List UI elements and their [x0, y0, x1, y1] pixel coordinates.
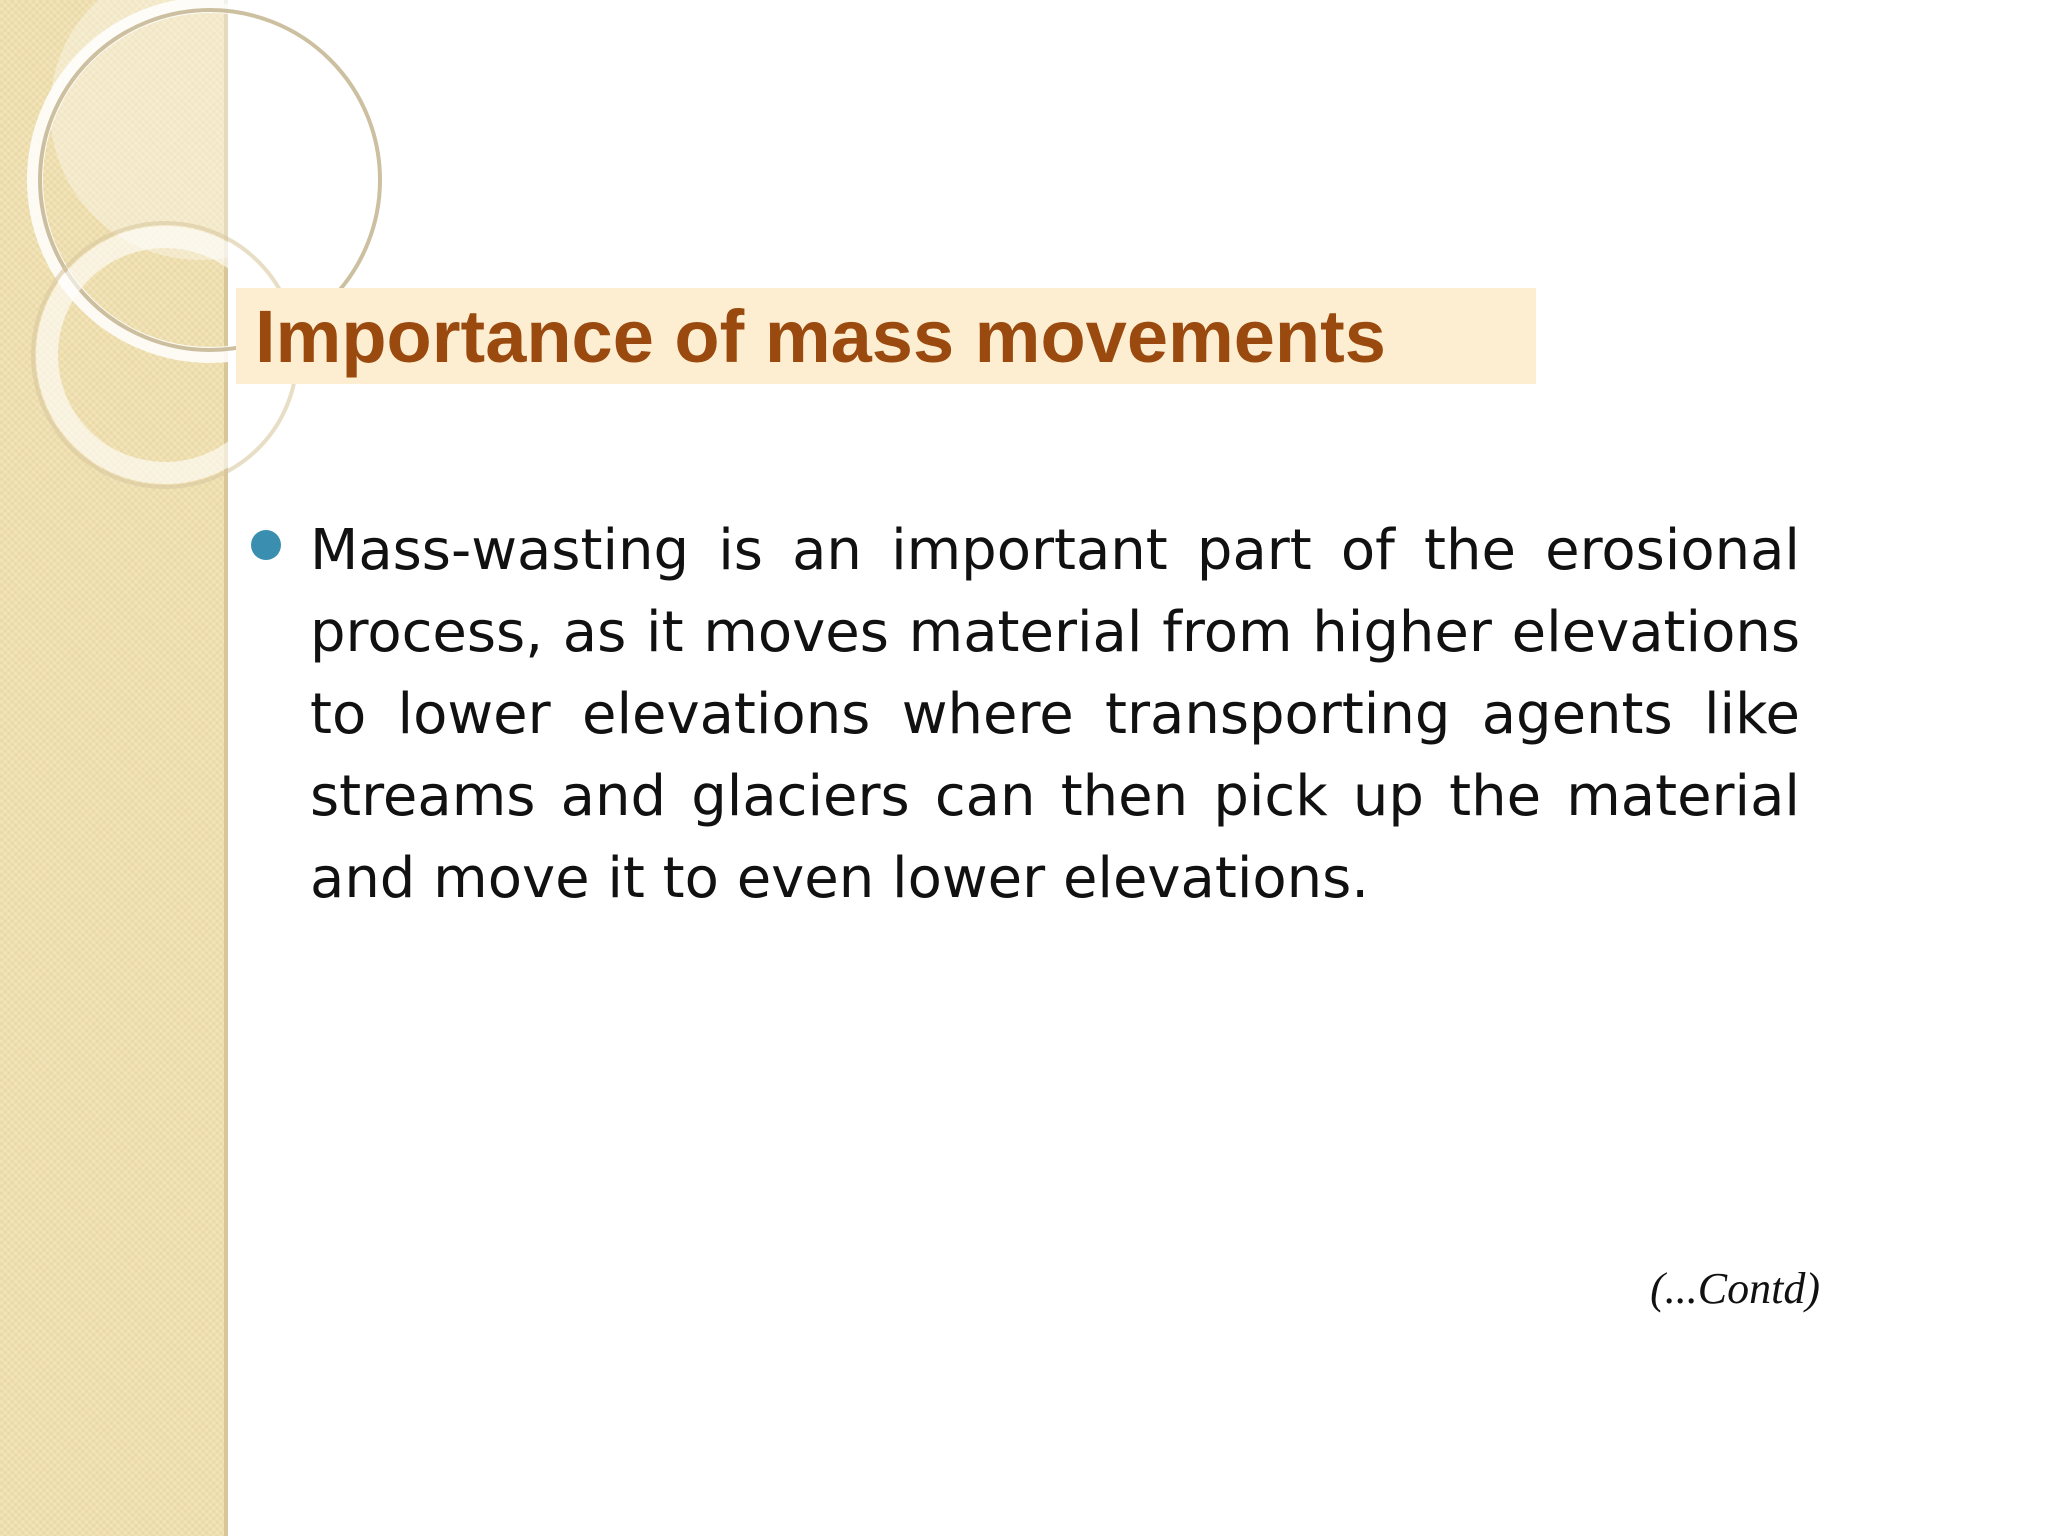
- bullet-text: Mass-wasting is an important part of the erosional process, as it moves material from higher elevations to lower elevations where transporting agents like streams and glaciers can then pick up the material and move it to even lower elevations.: [310, 518, 1800, 911]
- decorative-rings: [0, 0, 470, 520]
- slide-title: Importance of mass movements: [255, 295, 1386, 378]
- bullet-dot-icon: [251, 530, 281, 560]
- continued-note: (...Contd): [1650, 1264, 1820, 1313]
